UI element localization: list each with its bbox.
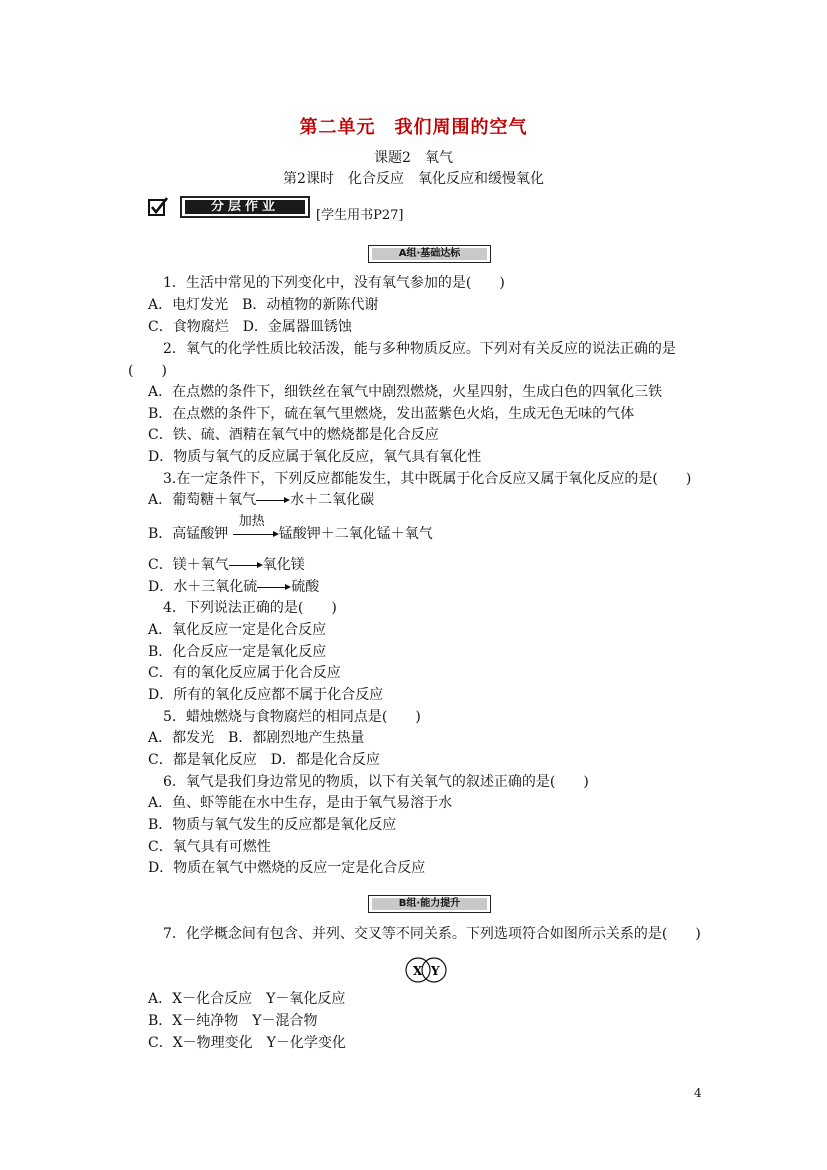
- q6-stem: 6．氧气是我们身边常见的物质，以下有关氧气的叙述正确的是( ): [163, 774, 589, 790]
- q3-stem: 3.在一定条件下，下列反应都能发生，其中既属于化合反应又属于氧化反应的是( ): [163, 471, 692, 487]
- q2-stem: 2．氧气的化学性质比较活泼，能与多种物质反应。下列对有关反应的说法正确的是: [163, 341, 676, 357]
- q4-stem: 4．下列说法正确的是( ): [163, 600, 337, 616]
- q3-d-products: 硫酸: [291, 579, 320, 595]
- q3-option-a: [148, 491, 374, 509]
- student-book-ref: [学生用书P27]: [316, 208, 404, 223]
- reaction-arrow-icon: [256, 500, 284, 501]
- q4-option-a: A．氧化反应一定是化合反应: [148, 622, 327, 638]
- q4-option-c: C．有的氧化反应属于化合反应: [148, 665, 341, 681]
- q3-option-c: [148, 556, 305, 574]
- q2-option-b: B．在点燃的条件下，硫在氧气里燃烧，发出蓝紫色火焰，生成无色无味的气体: [148, 406, 635, 422]
- q3-option-d: [148, 578, 319, 596]
- q4-option-b: B．化合反应一定是氧化反应: [148, 644, 327, 660]
- q3-b-products: 锰酸钾＋二氧化锰＋氧气: [278, 526, 433, 542]
- q4-option-d: D．所有的氧化反应都不属于化合反应: [148, 687, 384, 703]
- checkbox-icon: [148, 197, 168, 217]
- q3-c-products: 氧化镁: [262, 557, 305, 573]
- q6-option-c: C．氧气具有可燃性: [148, 839, 271, 855]
- q3-b-condition: 加热: [238, 514, 265, 529]
- q7-stem: 7．化学概念间有包含、并列、交叉等不同关系。下列选项符合如图所示关系的是( ): [163, 926, 701, 942]
- venn-label-y: Y: [431, 964, 440, 978]
- q7-option-a: A．X－化合反应 Y－氧化反应: [148, 991, 346, 1007]
- group-b-header: [368, 895, 491, 913]
- homework-banner-label: 分层作业: [185, 200, 305, 214]
- q5-stem: 5．蜡烛燃烧与食物腐烂的相同点是( ): [163, 709, 421, 725]
- group-a-label: A组·基础达标: [372, 248, 487, 260]
- q5-options-ab: A．都发光 B．都剧烈地产生热量: [148, 730, 365, 746]
- q6-option-a: A．鱼、虾等能在水中生存，是由于氧气易溶于水: [148, 795, 453, 811]
- homework-banner: [180, 196, 310, 218]
- q3-b-condition-arrow: [233, 513, 279, 543]
- q6-option-d: D．物质在氧气中燃烧的反应一定是化合反应: [148, 860, 426, 876]
- q3-b-reactants: B．高锰酸钾: [148, 526, 229, 542]
- q7-option-c: C．X－物理变化 Y－化学变化: [148, 1035, 346, 1051]
- q3-a-products: 水＋二氧化碳: [290, 492, 375, 508]
- q2-option-c: C．铁、硫、酒精在氧气中的燃烧都是化合反应: [148, 427, 439, 443]
- q1-stem: 1．生活中常见的下列变化中，没有氧气参加的是( ): [163, 275, 505, 291]
- q7-option-b: B．X－纯净物 Y－混合物: [148, 1013, 318, 1029]
- q3-a-reactants: A．葡萄糖＋氧气: [148, 492, 257, 508]
- q1-options-cd: C．食物腐烂 D．金属器皿锈蚀: [148, 319, 352, 335]
- reaction-arrow-icon: [257, 587, 285, 588]
- page-number: 4: [694, 1086, 702, 1100]
- q2-stem-cont: ( ): [128, 363, 167, 379]
- group-b-label: B组·能力提升: [372, 898, 487, 910]
- q1-options-ab: A．电灯发光 B．动植物的新陈代谢: [148, 297, 379, 313]
- reaction-arrow-icon: [233, 534, 273, 535]
- q3-option-b: [148, 513, 433, 543]
- q2-option-a: A．在点燃的条件下，细铁丝在氧气中剧烈燃烧，火星四射，生成白色的四氧化三铁: [148, 384, 663, 400]
- venn-diagram: [403, 956, 449, 984]
- q3-c-reactants: C．镁＋氧气: [148, 557, 229, 573]
- q5-options-cd: C．都是氧化反应 D．都是化合反应: [148, 752, 380, 768]
- venn-label-x: X: [413, 964, 423, 978]
- arrowhead-icon: [273, 531, 279, 537]
- q3-d-reactants: D．水＋三氧化硫: [148, 579, 258, 595]
- lesson-title: 课题2 氧气: [374, 150, 453, 166]
- page-title: 第二单元 我们周围的空气: [299, 117, 528, 138]
- section-title: 第2课时 化合反应 氧化反应和缓慢氧化: [283, 171, 544, 187]
- q2-option-d: D．物质与氧气的反应属于氧化反应，氧气具有氧化性: [148, 449, 482, 465]
- q6-option-b: B．物质与氧气发生的反应都是氧化反应: [148, 817, 397, 833]
- reaction-arrow-icon: [229, 565, 257, 566]
- group-a-header: [368, 245, 491, 263]
